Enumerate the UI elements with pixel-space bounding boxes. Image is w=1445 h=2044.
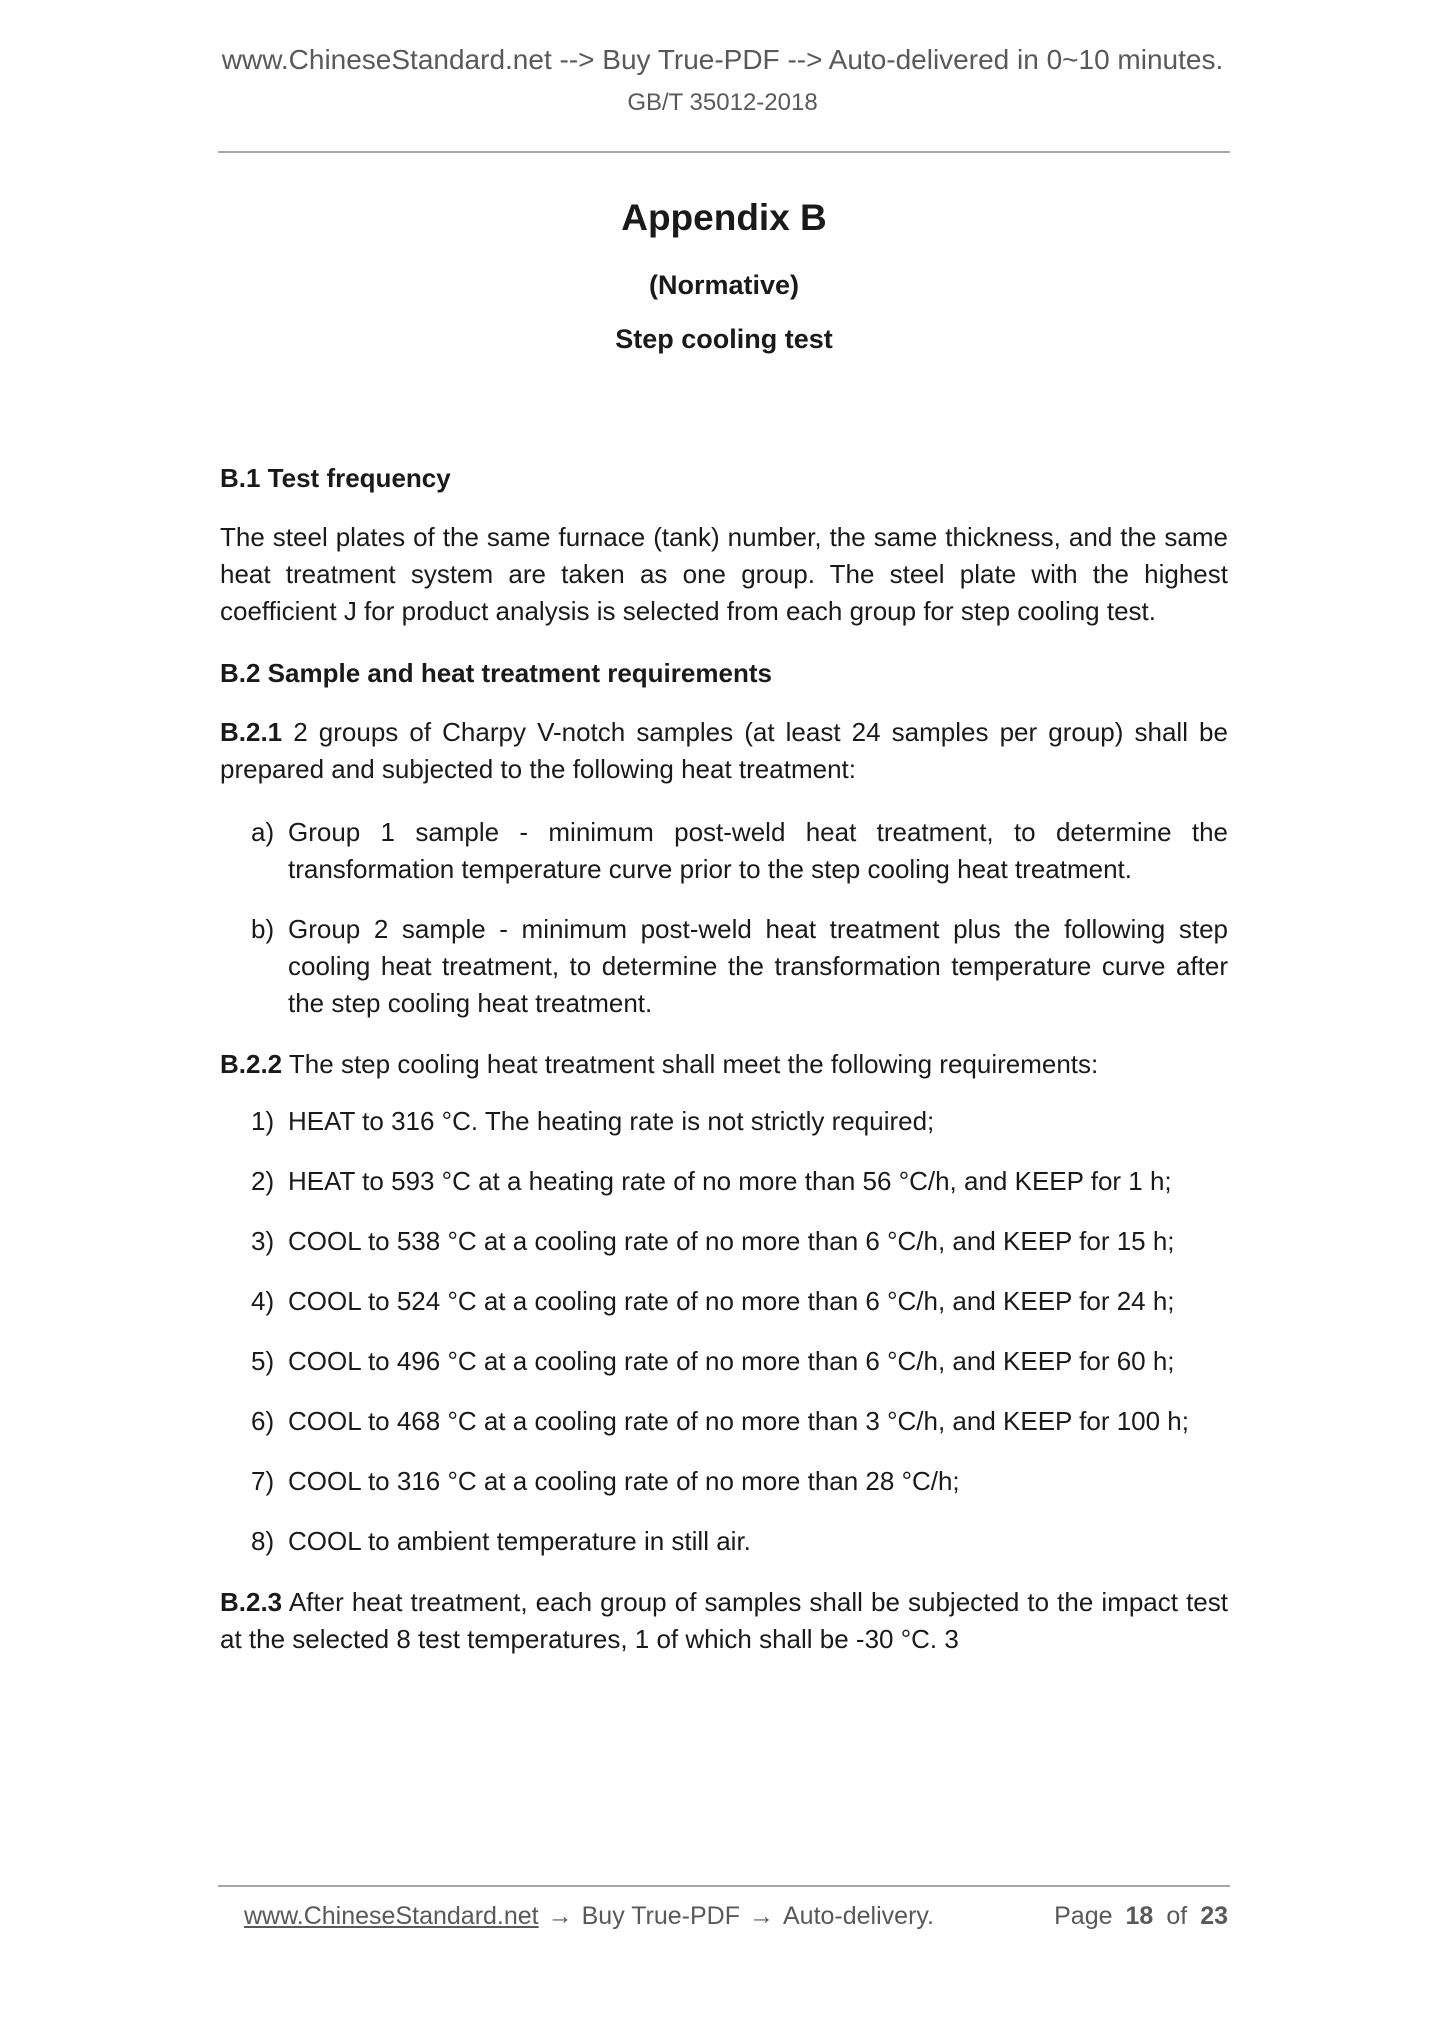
clause-b22-paragraph: [220, 1046, 1228, 1083]
list-item-text: COOL to 316 °C at a cooling rate of no more than 28 °C/h;: [288, 1466, 960, 1496]
list-marker: 6): [251, 1406, 275, 1436]
list-marker: 5): [251, 1346, 275, 1376]
list-item-text: COOL to ambient temperature in still air.: [288, 1526, 751, 1556]
clause-b21-label: B.2.1: [220, 717, 283, 747]
arrow-icon: →: [749, 1902, 774, 1930]
footer-buy-label: Buy True-PDF: [581, 1902, 740, 1930]
clause-b23-text: After heat treatment, each group of samples shall be subjected to the impact test at the selected 8 test temperatures, 1 of which shall be -30 °C. 3: [220, 1587, 1228, 1654]
list-marker: 8): [251, 1526, 275, 1556]
list-item-2: [220, 1163, 1228, 1200]
section-b2-heading: B.2 Sample and heat treatment requirements: [220, 658, 772, 688]
clause-b23-label: B.2.3: [220, 1587, 283, 1617]
list-marker: 4): [251, 1286, 275, 1316]
list-item-b: [220, 911, 1228, 1022]
list-item-8: [220, 1523, 1228, 1560]
clause-b23-paragraph: [220, 1584, 1228, 1658]
of-label: of: [1166, 1902, 1188, 1930]
list-marker: a): [251, 817, 275, 847]
list-item-text: COOL to 538 °C at a cooling rate of no more than 6 °C/h, and KEEP for 15 h;: [288, 1226, 1175, 1256]
document-body: [220, 153, 1228, 1658]
page-footer: [220, 1899, 1228, 1933]
list-item-text: COOL to 496 °C at a cooling rate of no more than 6 °C/h, and KEEP for 60 h;: [288, 1346, 1175, 1376]
page-header: [0, 44, 1445, 117]
footer-delivery-label: Auto-delivery.: [783, 1902, 934, 1930]
standard-code: GB/T 35012-2018: [627, 89, 818, 116]
footer-site-link[interactable]: www.ChineseStandard.net: [244, 1902, 539, 1930]
clause-b22-text: The step cooling heat treatment shall meet the following requirements:: [288, 1049, 1099, 1079]
page-total: 23: [1200, 1902, 1228, 1930]
clause-b21-paragraph: [220, 714, 1228, 788]
appendix-title: Appendix B: [621, 197, 827, 238]
clause-b22-label: B.2.2: [220, 1049, 283, 1079]
list-item-text: HEAT to 316 °C. The heating rate is not strictly required;: [288, 1106, 935, 1136]
list-item-a: [220, 814, 1228, 888]
section-b1-paragraph: The steel plates of the same furnace (tank) number, the same thickness, and the same heat treatment system are taken as one group. The steel plate with the highest coefficient J for product analysis is selected from each group for step cooling test.: [220, 522, 1228, 626]
clause-b21-text: 2 groups of Charpy V-notch samples (at least 24 samples per group) shall be prepared and subjected to the following heat treatment:: [220, 717, 1228, 784]
list-item-text: COOL to 524 °C at a cooling rate of no more than 6 °C/h, and KEEP for 24 h;: [288, 1286, 1175, 1316]
list-item-3: [220, 1223, 1228, 1260]
footer-divider: [218, 1885, 1230, 1887]
arrow-icon: →: [547, 1902, 573, 1930]
numbered-list: [220, 1103, 1228, 1560]
list-item-7: [220, 1463, 1228, 1500]
letter-list: [220, 814, 1228, 1022]
list-marker: 1): [251, 1106, 275, 1136]
list-item-1: [220, 1103, 1228, 1140]
header-tagline: www.ChineseStandard.net --> Buy True-PDF --> Auto-delivered in 0~10 minutes.: [221, 44, 1224, 75]
list-marker: 7): [251, 1466, 275, 1496]
list-marker: 2): [251, 1166, 275, 1196]
list-item-text: Group 1 sample - minimum post-weld heat treatment, to determine the transformation temperature curve prior to the step cooling heat treatment.: [288, 817, 1228, 884]
list-item-6: [220, 1403, 1228, 1440]
normative-label: (Normative): [648, 270, 800, 300]
list-item-text: COOL to 468 °C at a cooling rate of no more than 3 °C/h, and KEEP for 100 h;: [288, 1406, 1189, 1436]
footer-left: [244, 1899, 934, 1933]
page-label: Page: [1054, 1902, 1113, 1930]
page-current: 18: [1125, 1902, 1154, 1930]
list-marker: 3): [251, 1226, 275, 1256]
appendix-subject: Step cooling test: [615, 324, 833, 354]
list-marker: b): [251, 914, 275, 944]
footer-page-indicator: [1054, 1899, 1228, 1933]
list-item-5: [220, 1343, 1228, 1380]
list-item-4: [220, 1283, 1228, 1320]
section-b1-heading: B.1 Test frequency: [220, 463, 451, 493]
list-item-text: HEAT to 593 °C at a heating rate of no more than 56 °C/h, and KEEP for 1 h;: [288, 1166, 1172, 1196]
list-item-text: Group 2 sample - minimum post-weld heat treatment plus the following step cooling heat treatment, to determine the transformation temperature curve after the step cooling heat treatment.: [288, 914, 1228, 1018]
